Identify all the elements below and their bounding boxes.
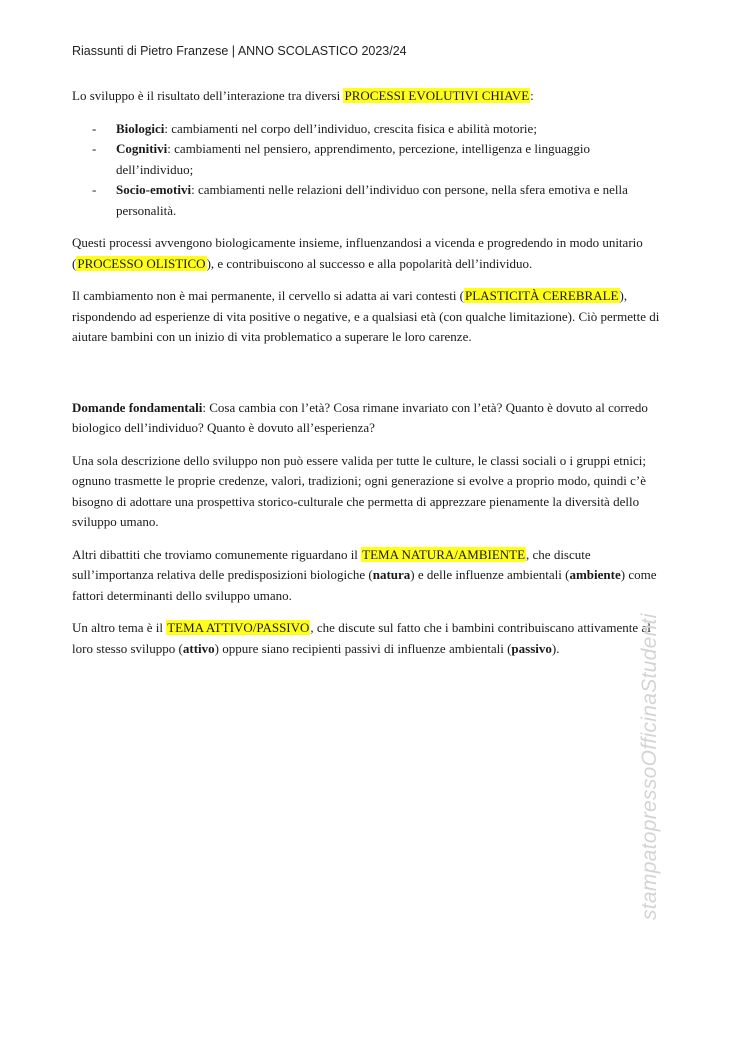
text: Altri dibattiti che troviamo comunemente riguardano il	[72, 546, 362, 562]
questions-paragraph	[72, 398, 668, 439]
text: Un altro tema è il	[72, 620, 167, 635]
text: ) e delle influenze ambientali (	[410, 567, 570, 582]
text: ), rispondendo ad esperienze di vita positive o negative, e a qualsiasi età (con qualche limitazione). Ciò permette di aiutare bambini con un inizio di vita problematico a superare le loro carenze.	[72, 288, 660, 344]
process-list	[72, 119, 668, 222]
text: Il cambiamento non è mai permanente, il cervello si adatta ai vari contesti (	[72, 288, 465, 303]
text: , che discute sul fatto che i bambini contribuiscano attivamente al loro stesso sviluppo (	[72, 620, 651, 656]
page-header: Riassunti di Pietro Franzese | ANNO SCOLASTICO 2023/24	[72, 44, 407, 58]
highlight-natura-ambiente: TEMA NATURA/AMBIENTE	[362, 546, 526, 562]
nature-paragraph	[72, 545, 668, 607]
text: Lo sviluppo è il risultato dell’interazione tra diversi	[72, 88, 344, 103]
plasticity-paragraph	[72, 286, 668, 348]
watermark: stampatopressoOfficinaStudenti	[638, 613, 661, 920]
bold-term: passivo	[511, 640, 552, 656]
term: Socio-emotivi	[116, 182, 192, 197]
text: Questi processi avvengono biologicamente insieme, influenzandosi a vicenda e progredendo in modo unitario (	[72, 235, 643, 271]
document-body	[72, 86, 668, 671]
text: ).	[551, 640, 560, 656]
active-passive-paragraph	[72, 618, 668, 659]
text: ) oppure siano recipienti passivi di influenze ambientali (	[214, 640, 512, 656]
term: Biologici	[116, 120, 165, 136]
highlight-attivo-passivo: TEMA ATTIVO/PASSIVO	[167, 620, 310, 635]
definition: : cambiamenti nel corpo dell’individuo, crescita fisica e abilità motorie;	[164, 120, 537, 136]
text: ) come fattori determinanti dello sviluppo umano.	[72, 567, 657, 603]
definition: : cambiamenti nel pensiero, apprendimento, percezione, intelligenza e linguaggio dell’individuo;	[116, 141, 590, 177]
list-item	[72, 139, 668, 180]
highlight-processi-evolutivi: PROCESSI EVOLUTIVI CHIAVE	[344, 88, 530, 103]
culture-paragraph: Una sola descrizione dello sviluppo non può essere valida per tutte le culture, le classi sociali o i gruppi etnici; ognuno trasmette le proprie credenze, valori, tradizioni; ogni generazione si evolve a proprio modo, quindi c’è bisogno di adottare una prospettiva storico-culturale che permetta di apprezzare pienamente la diversità dello sviluppo umano.	[72, 452, 647, 529]
bold-term: Domande fondamentali	[72, 399, 203, 415]
text: : Cosa cambia con l’età? Cosa rimane invariato con l’età? Quanto è dovuto al corredo biologico dell’individuo? Quanto è dovuto all’esperienza?	[72, 399, 648, 435]
text: :	[530, 88, 534, 103]
section-gap	[72, 360, 668, 398]
bold-term: ambiente	[569, 567, 621, 582]
definition: : cambiamenti nelle relazioni dell’individuo con persone, nella sfera emotiva e nella personalità.	[116, 182, 628, 218]
text: , che discute sull’importanza relativa delle predisposizioni biologiche (	[72, 546, 591, 582]
bold-term: attivo	[182, 640, 215, 656]
highlight-processo-olistico: PROCESSO OLISTICO	[77, 255, 206, 271]
bold-term: natura	[372, 567, 411, 582]
highlight-plasticita: PLASTICITÀ CEREBRALE	[465, 288, 619, 303]
list-item	[72, 180, 668, 221]
term: Cognitivi	[116, 141, 168, 156]
holistic-paragraph	[72, 233, 668, 274]
text: ), e contribuiscono al successo e alla popolarità dell’individuo.	[206, 255, 533, 271]
intro-paragraph	[72, 86, 668, 107]
list-item	[72, 119, 668, 140]
